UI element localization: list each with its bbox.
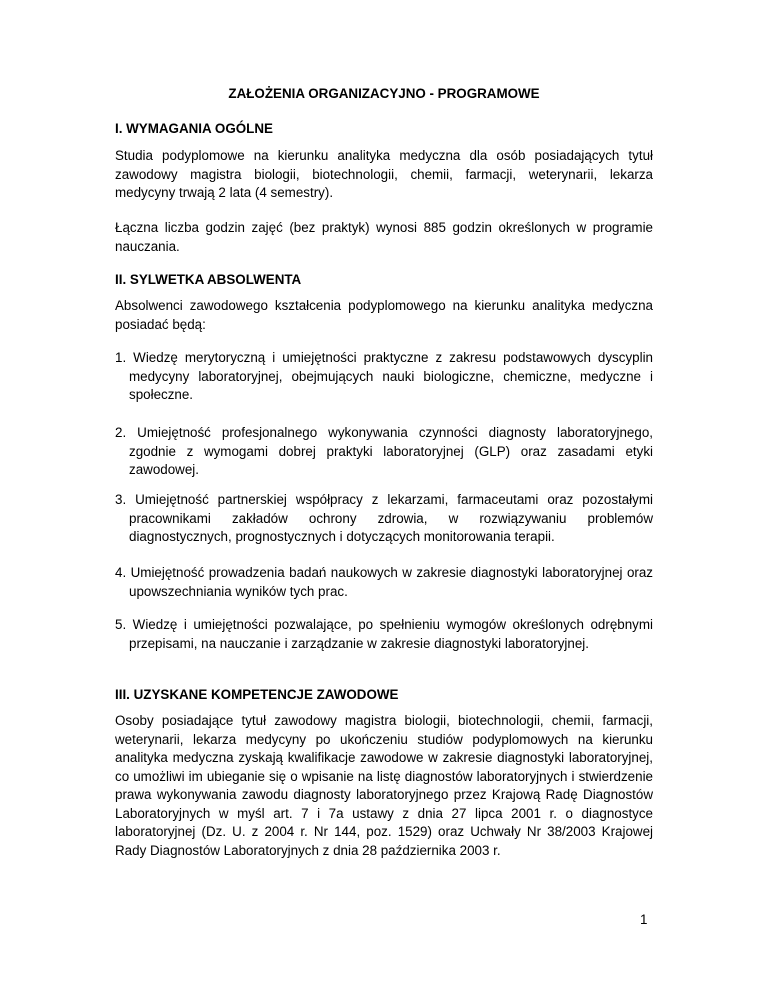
paragraph-competencies: Osoby posiadające tytuł zawodowy magistra biologii, biotechnologii, chemii, farmacji, weterynarii, lekarza medycyny po ukończeniu studiów podyplomowych na kierunku analityka medyczna zyskają kwalifikacje zawodowe w zakresie diagnostyki laboratoryjnej, co umożliwi im ubieganie się o wpisanie na listę diagnostów laboratoryjnych i stwierdzenie prawa wykonywania zawodu diagnosty laboratoryjnego przez Krajową Radę Diagnostów Laboratoryjnych w myśl art. 7 i 7a ustawy z dnia 27 lipca 2001 r. o diagnostyce laboratoryjnej (Dz. U. z 2004 r. Nr 144, poz. 1529) oraz Uchwały Nr 38/2003 Krajowej Rady Diagnostów Laboratoryjnych z dnia 28 października 2003 r. (115, 713, 653, 858)
list-item: 2. Umiejętność profesjonalnego wykonywania czynności diagnosty laboratoryjnego, zgodnie z wymogami dobrej praktyki laboratoryjnej (GLP) oraz zasadami etyki zawodowej. (115, 425, 653, 477)
paragraph-graduate-intro: Absolwenci zawodowego kształcenia podyplomowego na kierunku analityka medyczna posiadać będą: (115, 298, 653, 332)
section-heading-general-requirements: I. WYMAGANIA OGÓLNE (115, 121, 273, 136)
section-heading-graduate-profile: II. SYLWETKA ABSOLWENTA (115, 272, 302, 287)
document-title: ZAŁOŻENIA ORGANIZACYJNO - PROGRAMOWE (228, 86, 540, 101)
list-item: 5. Wiedzę i umiejętności pozwalające, po spełnieniu wymogów określonych odrębnymi przepisami, na nauczanie i zarządzanie w zakresie diagnostyki laboratoryjnej. (115, 617, 653, 651)
list-item: 3. Umiejętność partnerskiej współpracy z lekarzami, farmaceutami oraz pozostałymi pracownikami zakładów ochrony zdrowia, w rozwiązywaniu problemów diagnostycznych, prognostycznych i dotyczących monitorowania terapii. (115, 492, 653, 544)
page-number: 1 (640, 912, 648, 927)
paragraph-hours: Łączna liczba godzin zajęć (bez praktyk) wynosi 885 godzin określonych w programie nauczania. (115, 220, 653, 254)
list-item: 4. Umiejętność prowadzenia badań naukowych w zakresie diagnostyki laboratoryjnej oraz upowszechniania wyników tych prac. (115, 565, 653, 599)
list-item: 1. Wiedzę merytoryczną i umiejętności praktyczne z zakresu podstawowych dyscyplin medycyny laboratoryjnej, obejmujących nauki biologiczne, chemiczne, medyczne i społeczne. (115, 350, 653, 402)
paragraph-study-duration: Studia podyplomowe na kierunku analityka medyczna dla osób posiadających tytuł zawodowy magistra biologii, biotechnologii, chemii, farmacji, weterynarii, lekarza medycyny trwają 2 lata (4 semestry). (115, 148, 653, 200)
section-heading-professional-competencies: III. UZYSKANE KOMPETENCJE ZAWODOWE (115, 687, 399, 702)
